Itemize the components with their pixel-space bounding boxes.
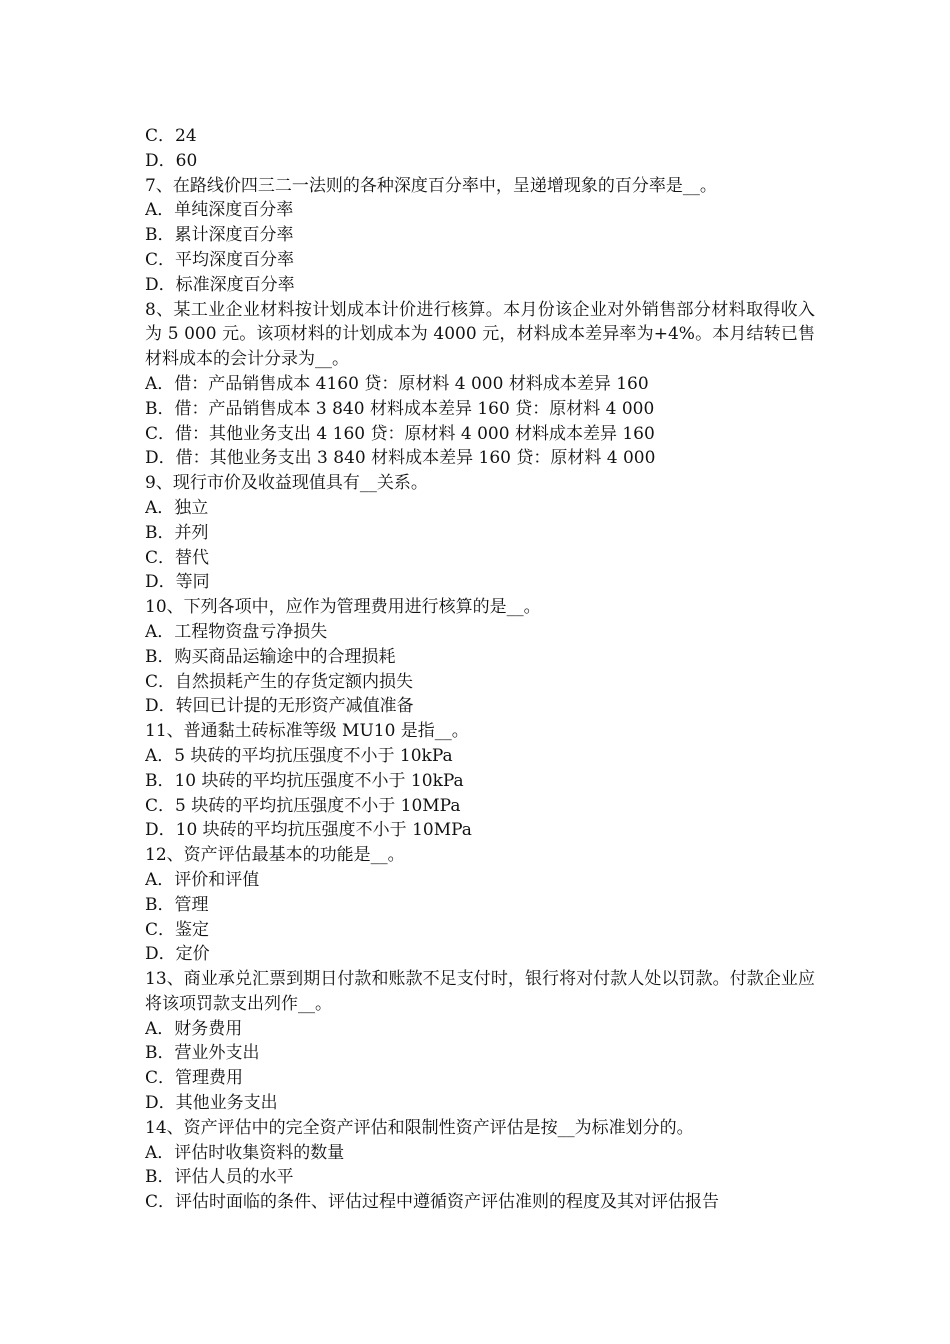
question-8: 8、某工业企业材料按计划成本计价进行核算。本月份该企业对外销售部分材料取得收入为 5 000 元。该项材料的计划成本为 4000 元，材料成本差异率为+4%。本月结转已售材料成本的会计分录为__。 <box>145 299 815 370</box>
text-line: D．60 <box>145 150 198 171</box>
option-line: A．独立 <box>145 497 209 518</box>
option-line: A．借：产品销售成本 4160 贷：原材料 4 000 材料成本差异 160 <box>145 373 649 394</box>
question-14: 14、资产评估中的完全资产评估和限制性资产评估是按__为标准划分的。 <box>145 1117 694 1138</box>
option-line: A．工程物资盘亏净损失 <box>145 621 328 642</box>
option-line: C．平均深度百分率 <box>145 249 295 270</box>
option-line: B．管理 <box>145 894 209 915</box>
option-line: B．营业外支出 <box>145 1043 260 1064</box>
option-line: A．财务费用 <box>145 1018 243 1039</box>
option-line: D．定价 <box>145 944 210 965</box>
text-line: C．24 <box>145 126 197 146</box>
option-line: D．等同 <box>145 572 210 593</box>
option-line: C．自然损耗产生的存货定额内损失 <box>145 671 414 692</box>
option-line: C．借：其他业务支出 4 160 贷：原材料 4 000 材料成本差异 160 <box>145 423 655 444</box>
option-line: C．评估时面临的条件、评估过程中遵循资产评估准则的程度及其对评估报告 <box>145 1192 720 1213</box>
question-7: 7、在路线价四三二一法则的各种深度百分率中，呈递增现象的百分率是__。 <box>145 175 717 196</box>
question-9: 9、现行市价及收益现值具有__关系。 <box>145 473 428 494</box>
option-line: A．单纯深度百分率 <box>145 200 294 221</box>
option-line: B．借：产品销售成本 3 840 材料成本差异 160 贷：原材料 4 000 <box>145 398 655 419</box>
question-10: 10、下列各项中，应作为管理费用进行核算的是__。 <box>145 597 541 618</box>
option-line: B．评估人员的水平 <box>145 1167 294 1188</box>
option-line: B．并列 <box>145 522 209 543</box>
document-body <box>145 124 815 1215</box>
option-line: C．鉴定 <box>145 919 210 940</box>
option-line: D．标准深度百分率 <box>145 274 295 295</box>
option-line: C．5 块砖的平均抗压强度不小于 10MPa <box>145 795 461 816</box>
option-line: D．10 块砖的平均抗压强度不小于 10MPa <box>145 820 472 841</box>
question-13: 13、商业承兑汇票到期日付款和账款不足支付时，银行将对付款人处以罚款。付款企业应将该项罚款支出列作__。 <box>145 969 815 1014</box>
option-line: D．其他业务支出 <box>145 1093 278 1114</box>
question-11: 11、普通黏土砖标准等级 MU10 是指__。 <box>145 721 469 742</box>
question-12: 12、资产评估最基本的功能是__。 <box>145 845 405 866</box>
option-line: D．转回已计提的无形资产减值准备 <box>145 696 414 717</box>
option-line: A．评估时收集资料的数量 <box>145 1142 345 1163</box>
option-line: C．管理费用 <box>145 1068 244 1089</box>
option-line: B．10 块砖的平均抗压强度不小于 10kPa <box>145 770 464 791</box>
option-line: B．累计深度百分率 <box>145 225 294 246</box>
option-line: B．购买商品运输途中的合理损耗 <box>145 646 396 667</box>
option-line: C．替代 <box>145 547 210 568</box>
option-line: D．借：其他业务支出 3 840 材料成本差异 160 贷：原材料 4 000 <box>145 448 656 469</box>
option-line: A．5 块砖的平均抗压强度不小于 10kPa <box>145 745 453 766</box>
option-line: A．评价和评值 <box>145 869 260 890</box>
